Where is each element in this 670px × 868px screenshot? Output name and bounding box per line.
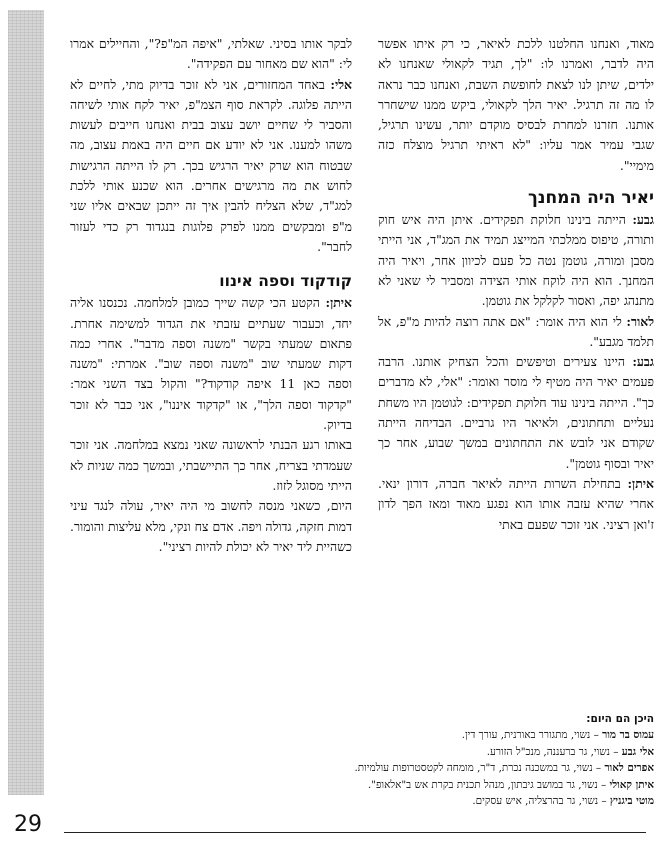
paragraph-text: לי הוא היה אומר: "אם אתה רוצה להיות מ"פ, אל תלמד מגבע". xyxy=(378,313,654,349)
page-number: 29 xyxy=(14,812,42,837)
paragraph-text: בתחילת השרות הייתה לאיאר חברה, דורון ינאי. אחרי שהיא עזבה אותו הוא נפגע מאוד ומאז הפך לדון ז'ואן רציני. אני זוכר שפעם באתי xyxy=(378,475,654,532)
section-heading: קודקוד וספה אינוו xyxy=(219,272,352,291)
speaker-name: איתן: xyxy=(627,475,654,491)
paragraph xyxy=(378,352,654,474)
paragraph-text: היינו צעירים וטיפשים והכל הצחיק אותנו. הרבה פעמים יאיר היה מטיף לי מוסר ואומר: "אלי, לא מדברים כך". הייתה בינינו עוד חלוקת תפקידים: לגוטמן היו משחת נעליים ותחתונים, ולאיאר היו גרביים. הבדיחה הייתה שקודם אני לובש את התחתונים במשך שבוע, אחר כך יאיר ובסוף גוטמן". xyxy=(378,354,654,471)
speaker-name: אלי: xyxy=(330,76,352,92)
person-details: – נשוי, מתגורר באורנית, עורך דין. xyxy=(461,729,603,742)
person-entry xyxy=(230,777,654,793)
person-name: איתן קאולי xyxy=(609,778,654,791)
person-name: אלי גבע xyxy=(621,745,654,758)
where-are-they-now-title: היכן הם היום: xyxy=(586,713,654,725)
paragraph xyxy=(70,496,352,557)
paragraph xyxy=(378,210,654,311)
paragraph xyxy=(378,312,654,353)
person-entry xyxy=(230,793,654,809)
person-name: מוטי ביגניץ xyxy=(609,795,654,808)
paragraph xyxy=(70,34,352,75)
speaker-name: לאור: xyxy=(626,313,654,329)
speaker-name: גבע: xyxy=(632,212,654,228)
where-are-they-now-box xyxy=(230,711,654,809)
paragraph-text: באחד המחזורים, אני לא זוכר בדיוק מתי, לחיים לא הייתה פלוגה. לקראת סוף הצמ"פ, יאיר לקח אותי לשיחה והסביר לי שחיים יושב עצוב בבית ואנחנו חייבים לעשות משהו למענו. אני לא יודע אם חיים היה באמת עצוב, מה שבטוח הוא שרק יאיר הרגיש בכך. רק לו הייתה הרגישות לחוש את מה מרגישים אחרים. הוא שכנע אותי ללכת למג"ד, שלא הצליח להבין איך זה ייתכן שבאים אליו שני מ"פ ומבקשים ממנו לפרק פלוגות בנגדוד רק כדי לעזור לחבר". xyxy=(70,76,352,254)
person-name: אפרים לאור xyxy=(604,762,654,775)
section-heading: יאיר היה המחנך xyxy=(527,188,654,209)
person-details: – נשוי, גר במשכנה נכרת, ד"ר, מומחה לקטסטרופות עולמיות. xyxy=(354,762,605,775)
right-text-column xyxy=(378,34,654,535)
person-entry xyxy=(230,727,654,743)
where-are-they-now-list xyxy=(230,727,654,809)
person-details: – נשוי, גר בהרצליה, איש עסקים. xyxy=(472,795,610,808)
paragraph-text: היום, כשאני מנסה לחשוב מי היה יאיר, עולה לנגד עיני דמות חזקה, גדולה ויפה. אדם צח ונקי, מלא עליצות והומור. כשהיית ליד יאיר לא יכולת להיות רציני". xyxy=(70,498,352,554)
person-entry xyxy=(230,760,654,776)
paragraph xyxy=(378,34,654,176)
paragraph xyxy=(70,75,352,258)
speaker-name: גבע: xyxy=(632,354,654,370)
paragraph xyxy=(70,293,352,435)
paragraph-text: לבקר אותו בסיני. שאלתי, "איפה המ"פ?", והחיילים אמרו לי: "הוא שם מאחור עם הפקידה". xyxy=(70,36,352,72)
person-name: עמוס בר מור xyxy=(602,729,654,742)
paragraph xyxy=(378,474,654,535)
left-text-column xyxy=(70,34,352,557)
scan-edge-strip xyxy=(8,10,44,795)
footer-rule xyxy=(64,832,646,833)
paragraph xyxy=(70,435,352,496)
paragraph-text: מאוד, ואנחנו החלטנו ללכת לאיאר, כי רק איתו אפשר היה לדבר, ואמרנו לו: "לך, תגיד לקאולי שאנחנו לא ילדים, שיתן לנו לצאת לחופשת השבת, ואנחנו כבר נראה לו מה זה תרגיל. יאיר הלך לקאולי, ביקש ממנו שישחרר אותנו. חזרנו למחרת לבסיס מוקדם יותר, עשינו תרגיל, שגבי עמיר אמר עליו: "לא ראיתי תרגיל מוצלח כזה מימיי". xyxy=(378,36,654,173)
speaker-name: איתן: xyxy=(325,295,352,311)
paragraph-text: באותו רגע הבנתי לראשונה שאני נמצא במלחמה. אני זוכר שעמדתי בצריח, אחר כך התיישבתי, ובמשך כמה שניות לא הייתי מסוגל לזוז. xyxy=(70,437,352,493)
paragraph-text: הקטע הכי קשה שייך כמובן למלחמה. נכנסנו אליה יחד, וכעבור שעתיים עזבתי את הגדוד למשימה אחרת. פתאום שמעתי בקשר "משנה וספה מדבר". אחרי כמה דקות שמעתי שוב "משנה וספה שוב". אמרתי: "משנה וספה כאן 11 איפה קודקוד?" והקול בצד השני אמר: "קדקוד וספה הלך", או "קדקוד איננו", אני כבר לא זוכר בדיוק. xyxy=(70,295,352,433)
person-details: – נשוי, גר במושב גיבתון, מנהל תכנית בקרת אש ב"אלאופ". xyxy=(367,778,610,791)
person-entry xyxy=(230,744,654,760)
paragraph-text: הייתה בינינו חלוקת תפקידים. איתן היה איש חוק ותורה, טיפוס ממלכתי המייצג תמיד את המג"ד, אני הייתי מסבן ומורה, גוטמן נטה כל פעם לכיוון אחר, ויאיר היה המחנך. הוא היה לוקח אותי הצידה ומסביר לי שאני לא מתנהג יפה, ואסור לקלקל את גוטמן. xyxy=(378,212,654,309)
person-details: – נשוי, גר ברעננה, מנכ"ל הזורע. xyxy=(486,745,622,758)
